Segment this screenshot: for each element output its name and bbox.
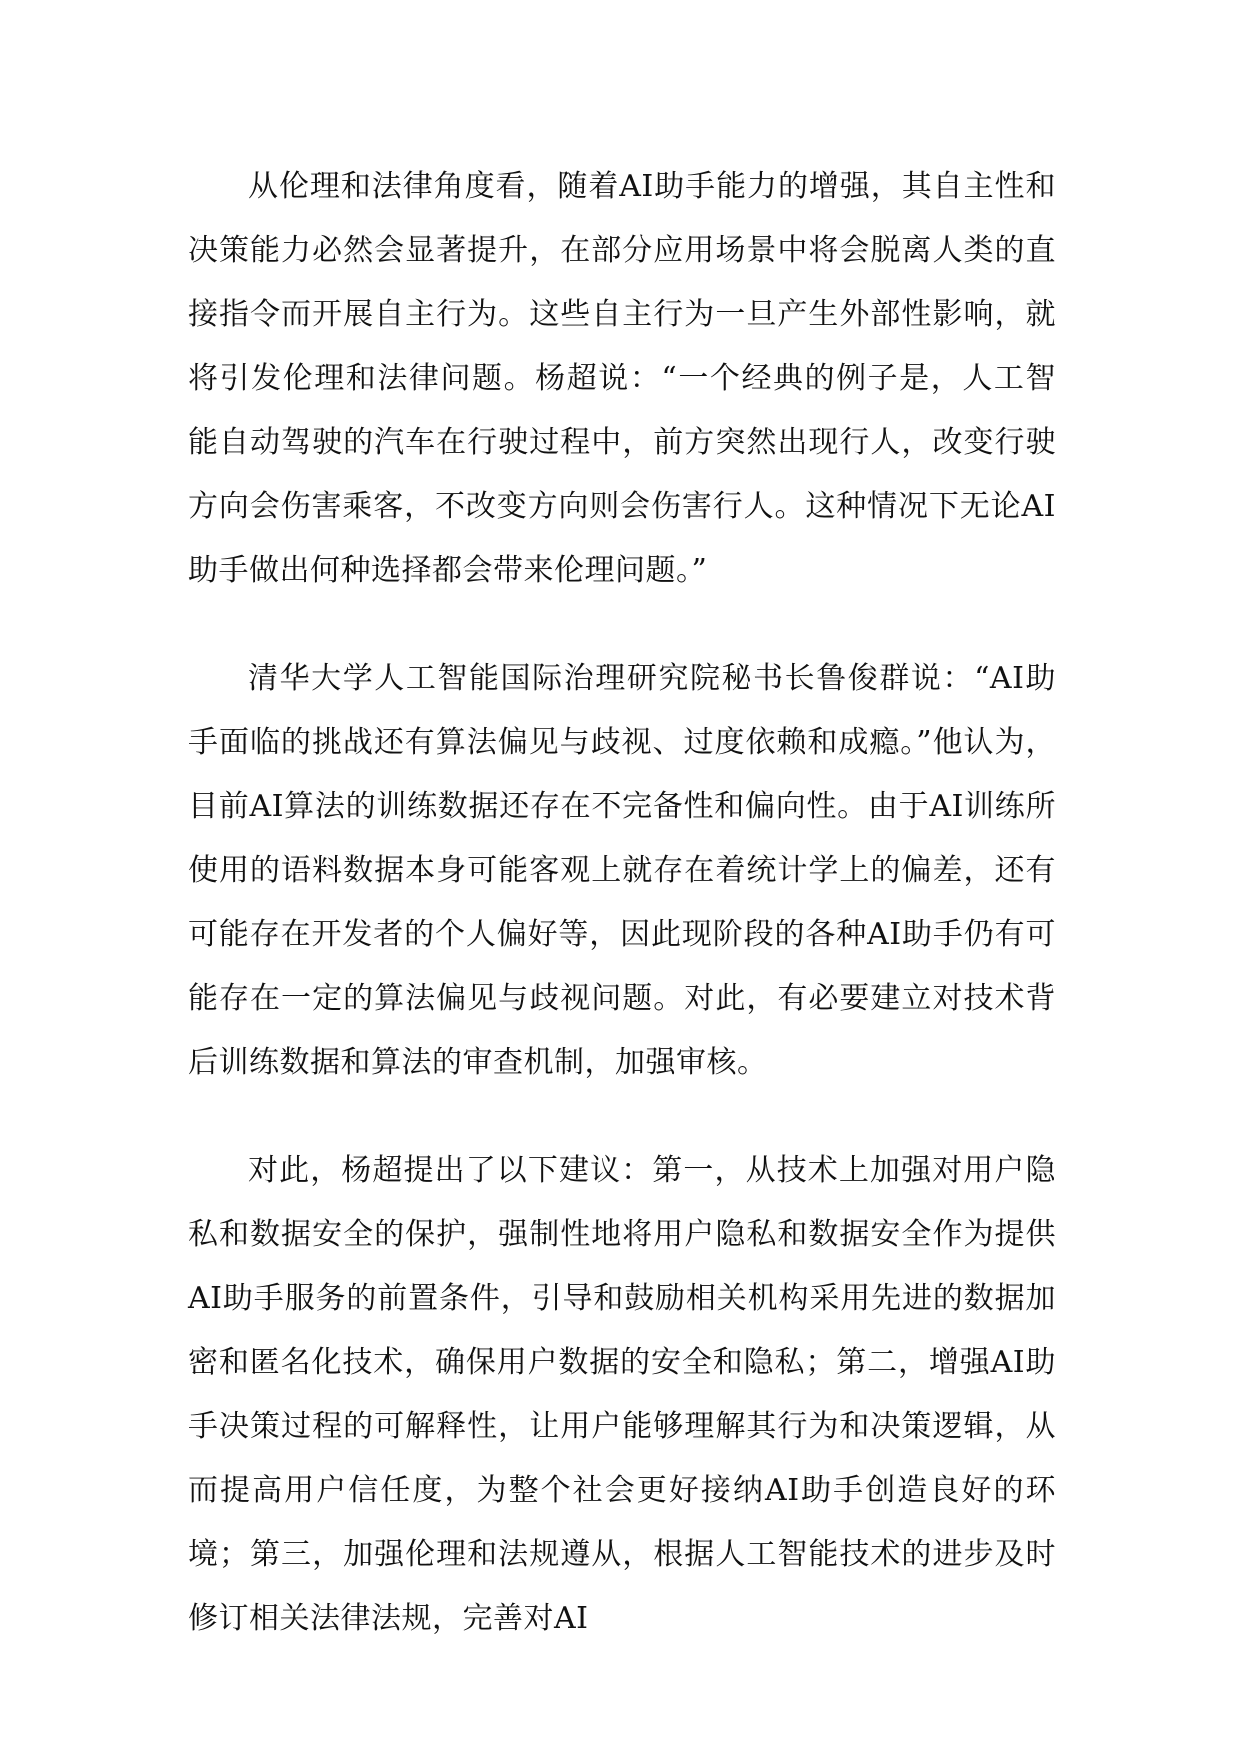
document-body (188, 155, 1056, 1651)
paragraph-recommendations: 对此，杨超提出了以下建议：第一，从技术上加强对用户隐私和数据安全的保护，强制性地将用户隐私和数据安全作为提供AI助手服务的前置条件，引导和鼓励相关机构采用先进的数据加密和匿名化技术，确保用户数据的安全和隐私；第二，增强AI助手决策过程的可解释性，让用户能够理解其行为和决策逻辑，从而提高用户信任度，为整个社会更好接纳AI助手创造良好的环境；第三，加强伦理和法规遵从，根据人工智能技术的进步及时修订相关法律法规，完善对AI (188, 1153, 1056, 1636)
paragraph-algorithm-bias: 清华大学人工智能国际治理研究院秘书长鲁俊群说：“AI助手面临的挑战还有算法偏见与歧视、过度依赖和成瘾。”他认为，目前AI算法的训练数据还存在不完备性和偏向性。由于AI训练所使用的语料数据本身可能客观上就存在着统计学上的偏差，还有可能存在开发者的个人偏好等，因此现阶段的各种AI助手仍有可能存在一定的算法偏见与歧视问题。对此，有必要建立对技术背后训练数据和算法的审查机制，加强审核。 (188, 661, 1056, 1080)
paragraph-ethics-law: 从伦理和法律角度看，随着AI助手能力的增强，其自主性和决策能力必然会显著提升，在部分应用场景中将会脱离人类的直接指令而开展自主行为。这些自主行为一旦产生外部性影响，就将引发伦理和法律问题。杨超说：“一个经典的例子是，人工智能自动驾驶的汽车在行驶过程中，前方突然出现行人，改变行驶方向会伤害乘客，不改变方向则会伤害行人。这种情况下无论AI助手做出何种选择都会带来伦理问题。” (188, 169, 1056, 588)
